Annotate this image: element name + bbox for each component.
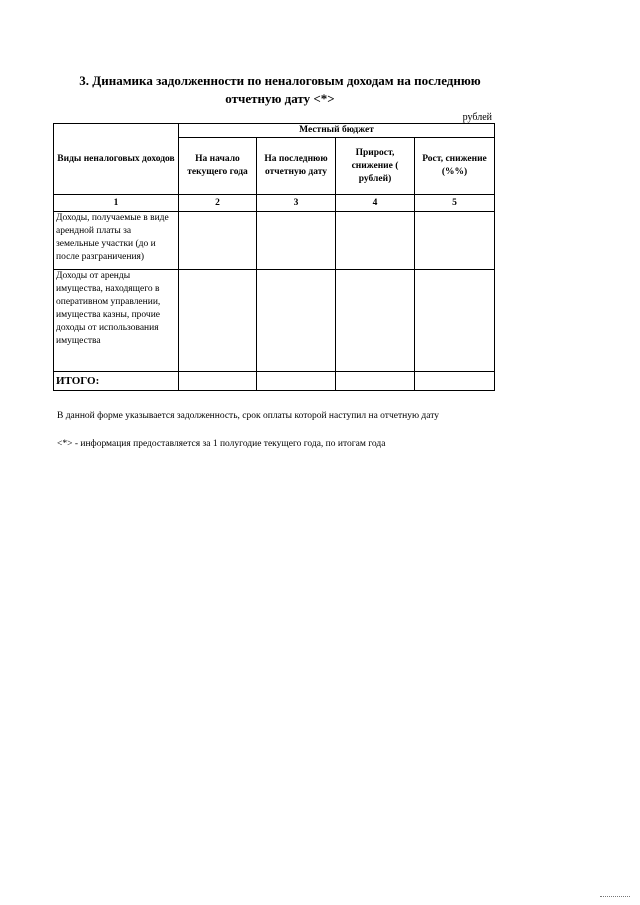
column-header-last-reporting-date: На последнюю отчетную дату	[257, 138, 336, 195]
table-row	[54, 270, 495, 372]
total-label: ИТОГО:	[54, 372, 179, 391]
column-number: 3	[257, 195, 336, 212]
unit-label: рублей	[462, 112, 492, 123]
table-row	[54, 212, 495, 270]
row-label-land-rent: Доходы, получаемые в виде арендной платы за земельные участки (до и после разграничения)	[54, 212, 179, 270]
table-cell	[257, 372, 336, 391]
table-cell	[336, 270, 415, 372]
column-header-start-of-year: На начало текущего года	[179, 138, 257, 195]
scan-artifact	[600, 896, 630, 898]
column-number: 1	[54, 195, 179, 212]
table-cell	[336, 372, 415, 391]
column-header-growth-percent: Рост, снижение (%%)	[415, 138, 495, 195]
table-cell	[257, 270, 336, 372]
row-label-property-rent: Доходы от аренды имущества, находящего в оперативном управлении, имущества казны, прочие доходы от использования имущества	[54, 270, 179, 372]
column-number: 5	[415, 195, 495, 212]
table-cell	[336, 212, 415, 270]
column-header-increase-rubles: Прирост, снижение ( рублей)	[336, 138, 415, 195]
group-header-local-budget: Местный бюджет	[179, 124, 495, 138]
table-cell	[179, 372, 257, 391]
column-number: 4	[336, 195, 415, 212]
table-cell	[415, 212, 495, 270]
table-cell	[257, 212, 336, 270]
table-cell	[415, 372, 495, 391]
table-cell	[179, 212, 257, 270]
table-cell	[415, 270, 495, 372]
column-number: 2	[179, 195, 257, 212]
debt-table	[53, 123, 495, 391]
document-title: 3. Динамика задолженности по неналоговым доходам на последнюю отчетную дату <*>	[79, 73, 481, 106]
note-overdue-debt: В данной форме указывается задолженность, срок оплаты которой наступил на отчетную дату	[57, 411, 439, 421]
note-footnote: <*> - информация предоставляется за 1 полугодие текущего года, по итогам года	[57, 439, 386, 449]
column-header-income-types: Виды неналоговых доходов	[54, 124, 179, 195]
table-cell	[179, 270, 257, 372]
table-row-total	[54, 372, 495, 391]
